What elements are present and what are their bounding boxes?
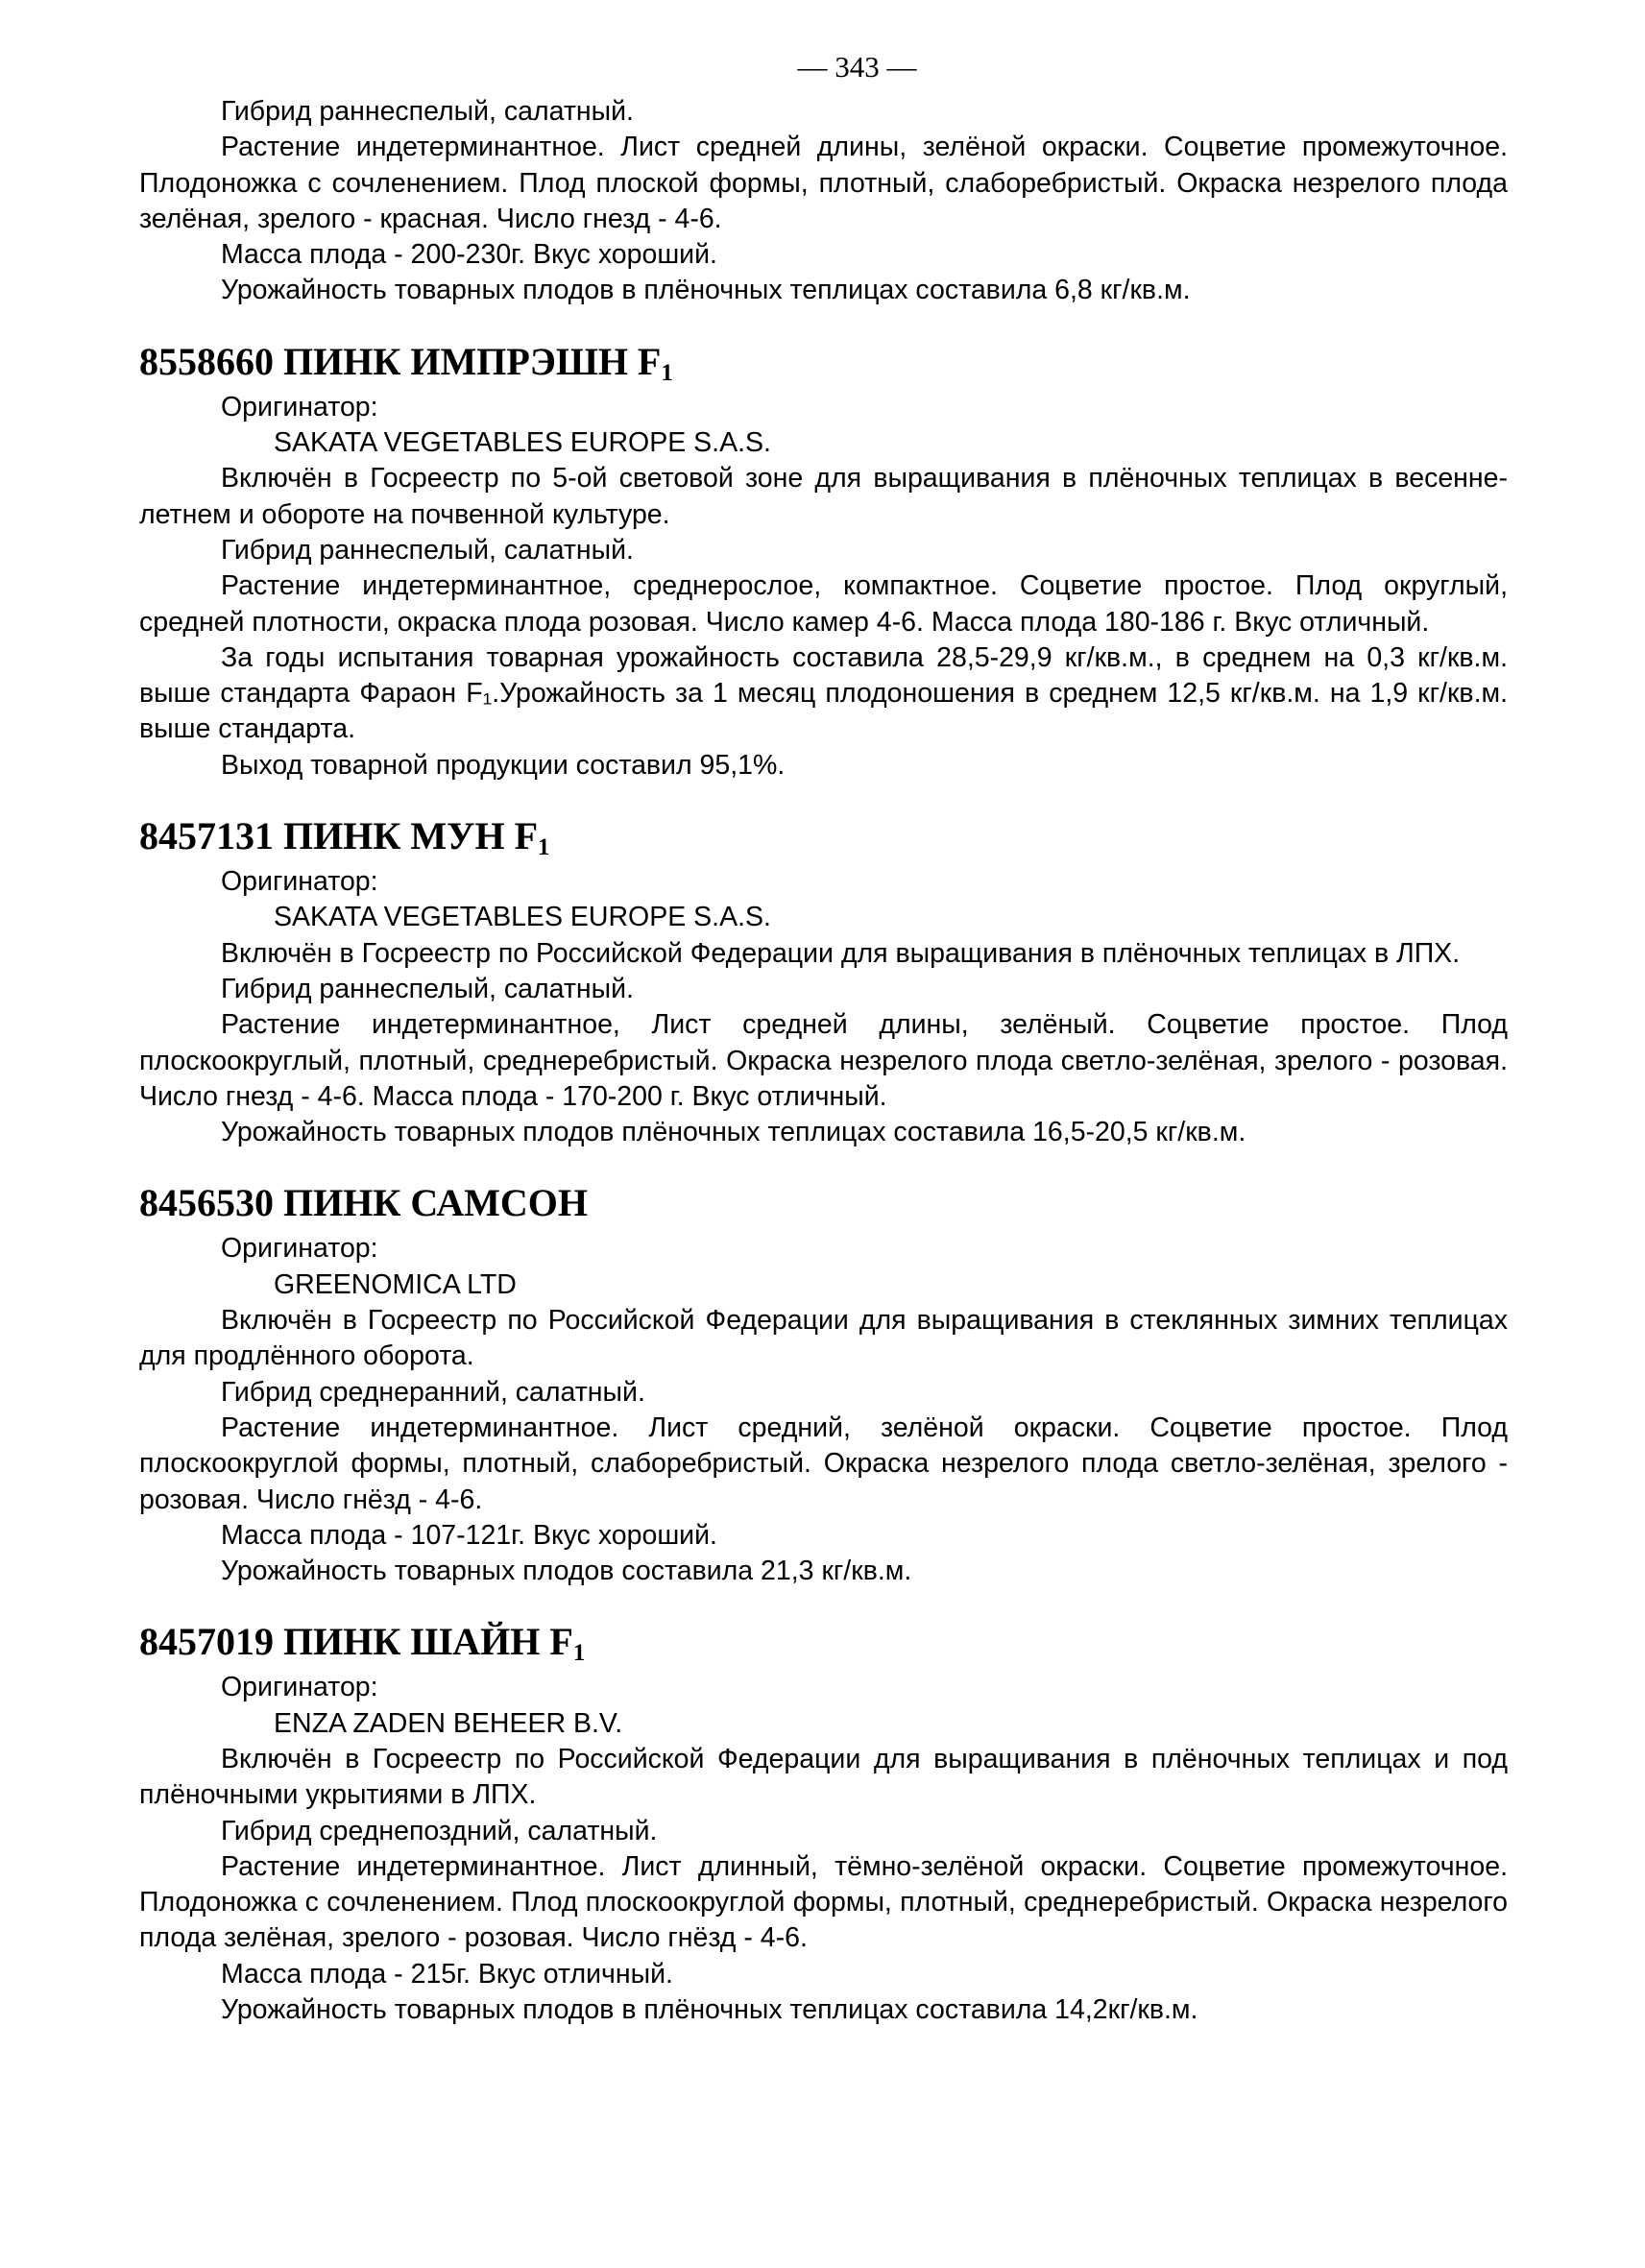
entry-paragraph: Выход товарной продукции составил 95,1%. xyxy=(221,749,786,781)
entry-name-subscript: 1 xyxy=(661,359,673,386)
originator-label: Оригинатор: xyxy=(221,866,378,898)
document-page xyxy=(139,48,1508,2028)
entry-name: ПИНК ШАЙН F xyxy=(283,1620,573,1664)
variety-entry xyxy=(139,1589,1508,2028)
originator-name: SAKATA VEGETABLES EUROPE S.A.S. xyxy=(274,902,771,933)
intro-paragraph: Урожайность товарных плодов в плёночных теплицах составила 6,8 кг/кв.м. xyxy=(221,275,1191,306)
entry-paragraph: За годы испытания товарная урожайность составила 28,5-29,9 кг/кв.м., в среднем на 0,3 кг/кв.м. выше стандарта Фараон F₁.Урожайность за 1 месяц плодоношения в среднем 12,5 кг/кв.м. на 1,9 кг/кв.м. выше стандарта. xyxy=(139,641,1508,745)
entry-name: ПИНК ИМПРЭШН F xyxy=(283,339,662,383)
intro-section xyxy=(139,94,1508,309)
entry-heading xyxy=(139,1620,1508,1667)
variety-entry xyxy=(139,309,1508,784)
entry-paragraph: Урожайность товарных плодов составила 21,3 кг/кв.м. xyxy=(221,1556,912,1587)
entry-heading xyxy=(139,1182,1508,1224)
intro-paragraph: Гибрид раннеспелый, салатный. xyxy=(221,96,634,127)
intro-paragraph: Растение индетерминантное. Лист средней длины, зелёной окраски. Соцветие промежуточное. Плодоножка с сочленением. Плод плоской формы, плотный, слаборебристый. Окраска незрелого плода зелёная, зрелого - красная. Число гнезд - 4-6. xyxy=(139,132,1508,234)
entry-paragraph: Урожайность товарных плодов плёночных теплицах составила 16,5-20,5 кг/кв.м. xyxy=(221,1117,1246,1148)
entry-code: 8558660 xyxy=(139,339,274,383)
entry-paragraph: Растение индетерминантное. Лист средний, зелёной окраски. Соцветие простое. Плод плоскоокруглой формы, плотный, слаборебристый. Окраска незрелого плода светло-зелёная, зрелого - розовая. Число гнёзд - 4-6. xyxy=(139,1411,1508,1515)
entry-paragraph: Масса плода - 107-121г. Вкус хороший. xyxy=(221,1519,717,1551)
variety-entry xyxy=(139,784,1508,1150)
entry-paragraph: Гибрид раннеспелый, салатный. xyxy=(221,534,634,566)
originator-name: ENZA ZADEN BEHEER B.V. xyxy=(274,1707,623,1739)
entry-paragraph: Включён в Госреестр по Российской Федерации для выращивания в стеклянных зимних теплицах для продлённого оборота. xyxy=(139,1305,1508,1372)
entry-name-subscript: 1 xyxy=(572,1640,586,1667)
entry-paragraph: Гибрид раннеспелый, салатный. xyxy=(221,973,634,1004)
entry-code: 8457019 xyxy=(139,1620,274,1664)
entry-paragraph: Растение индетерминантное. Лист длинный, тёмно-зелёной окраски. Соцветие промежуточное. Плодоножка с сочленением. Плод плоскоокруглой формы, плотный, среднеребристый. Окраска незрелого плода зелёная, зрелого - розовая. Число гнёзд - 4-6. xyxy=(139,1850,1508,1954)
entry-code: 8456530 xyxy=(139,1181,274,1225)
intro-paragraph: Масса плода - 200-230г. Вкус хороший. xyxy=(221,239,717,271)
entry-paragraph: Включён в Госреестр по Российской Федерации для выращивания в плёночных теплицах и под плёночными укрытиями в ЛПХ. xyxy=(139,1743,1508,1811)
variety-entry xyxy=(139,1150,1508,1589)
entry-paragraph: Гибрид среднеранний, салатный. xyxy=(221,1376,645,1408)
entry-paragraph: Гибрид среднепоздний, салатный. xyxy=(221,1815,658,1846)
entry-paragraph: Растение индетерминантное, Лист средней длины, зелёный. Соцветие простое. Плод плоскоокруглый, плотный, среднеребристый. Окраска незрелого плода светло-зелёная, зрелого - розовая. Число гнезд - 4-6. Масса плода - 170-200 г. Вкус отличный. xyxy=(139,1009,1508,1112)
originator-name: SAKATA VEGETABLES EUROPE S.A.S. xyxy=(274,427,771,459)
originator-name: GREENOMICA LTD xyxy=(274,1268,517,1300)
entry-paragraph: Урожайность товарных плодов в плёночных теплицах составила 14,2кг/кв.м. xyxy=(221,1994,1198,2026)
originator-label: Оригинатор: xyxy=(221,1233,378,1265)
entry-paragraph: Масса плода - 215г. Вкус отличный. xyxy=(221,1958,673,1990)
entry-name: ПИНК САМСОН xyxy=(283,1181,588,1225)
originator-label: Оригинатор: xyxy=(221,391,378,422)
entry-paragraph: Включён в Госреестр по Российской Федерации для выращивания в плёночных теплицах в ЛПХ. xyxy=(221,937,1461,969)
entry-code: 8457131 xyxy=(139,814,274,858)
entry-paragraph: Включён в Госреестр по 5-ой световой зоне для выращивания в плёночных теплицах в весенне-летнем и обороте на почвенной культуре. xyxy=(139,463,1508,530)
entry-heading xyxy=(139,339,1508,386)
entry-name-subscript: 1 xyxy=(538,834,550,861)
originator-label: Оригинатор: xyxy=(221,1672,378,1703)
page-number: — 343 — xyxy=(797,50,917,84)
entry-name: ПИНК МУН F xyxy=(283,814,538,858)
entry-heading xyxy=(139,814,1508,861)
entry-paragraph: Растение индетерминантное, среднерослое, компактное. Соцветие простое. Плод округлый, средней плотности, окраска плода розовая. Число камер 4-6. Масса плода 180-186 г. Вкус отличный. xyxy=(139,570,1508,638)
